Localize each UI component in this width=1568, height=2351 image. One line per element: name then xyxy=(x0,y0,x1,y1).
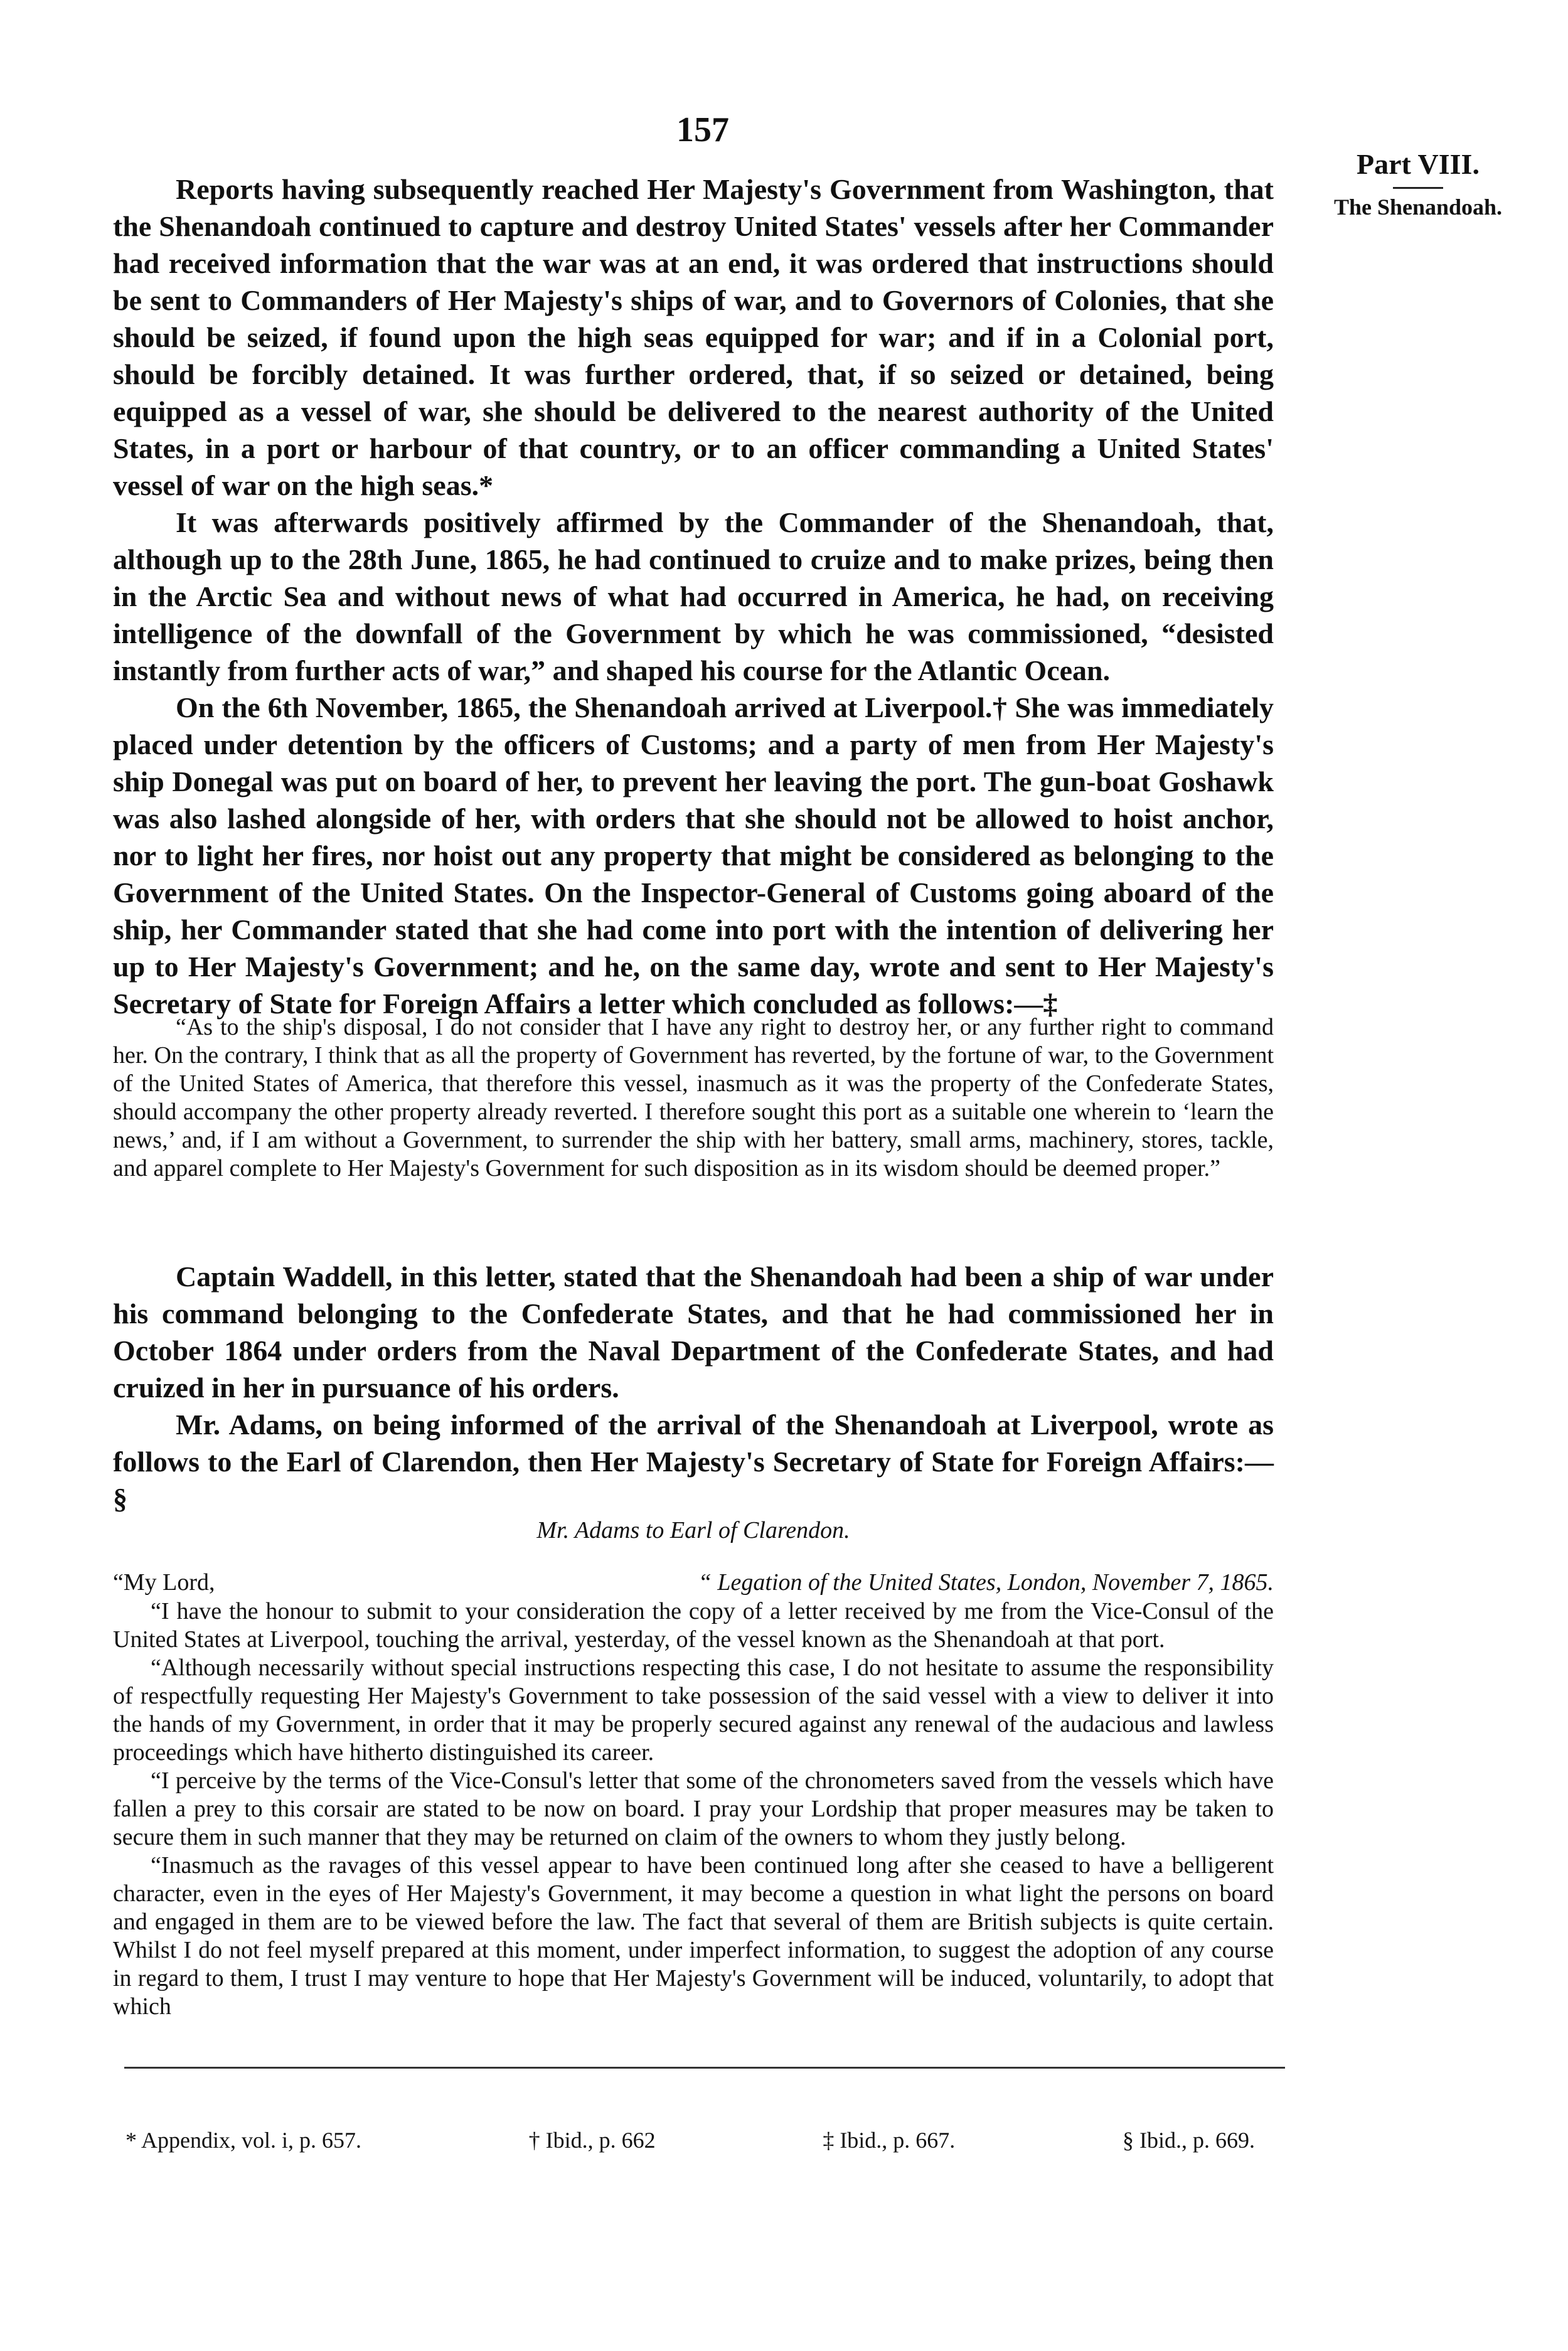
letter-paragraph: “I have the honour to submit to your consideration the copy of a letter received by me from the Vice-Consul of the United States at Liverpool, touching the arrival, yesterday, of the vessel known as the Shenandoah at that port. xyxy=(113,1598,1274,1653)
margin-divider xyxy=(1393,187,1443,189)
quote-text: “As to the ship's disposal, I do not consider that I have any right to destroy her, or any further right to command her. On the contrary, I think that as all the property of Government has reverted, by the fortune of war, to the Government of the United States of America, that therefore this vessel, inasmuch as it was the property of the Confederate States, should accompany the other property already reverted. I therefore sought this port as a suitable one wherein to ‘learn the news,’ and, if I am without a Government, to surrender the ship with her battery, small arms, machinery, stores, tackle, and apparel complete to Her Majesty's Government for such disposition as in its wisdom should be deemed proper.” xyxy=(113,1014,1274,1181)
letter-paragraph: “Inasmuch as the ravages of this vessel appear to have been continued long after she ceased to have a belligerent character, even in the eyes of Her Majesty's Government, it may become a question in what light the persons on board and engaged in them are to be viewed before the law. The fact that several of them are British subjects is quite certain. Whilst I do not feel myself prepared at this moment, under imperfect information, to suggest the adoption of any course in regard to them, I trust I may venture to hope that Her Majesty's Government will be induced, voluntarily, to adopt that which xyxy=(113,1852,1274,2020)
margin-subject-label: The Shenandoah. xyxy=(1333,195,1503,220)
main-text xyxy=(113,171,1274,1022)
page-number: 157 xyxy=(676,110,729,149)
letter-header xyxy=(113,1569,1274,1597)
main-text-continued xyxy=(113,1258,1274,1517)
paragraph: Captain Waddell, in this letter, stated that the Shenandoah had been a ship of war under his command belonging to the Confederate States, and that he had commissioned her in October 1864 under orders from the Naval Department of the Confederate States, and had cruized in her in pursuance of his orders. xyxy=(113,1261,1274,1404)
margin-note xyxy=(1280,147,1556,220)
footnote: † Ibid., p. 662 xyxy=(528,2128,656,2153)
footnotes xyxy=(113,2127,1274,2153)
footnote-divider xyxy=(124,2067,1285,2069)
footnote: ‡ Ibid., p. 667. xyxy=(823,2128,956,2153)
paragraph: On the 6th November, 1865, the Shenandoah arrived at Liverpool.† She was immediately placed under detention by the officers of Customs; and a party of men from Her Majesty's ship Donegal was put on board of her, to prevent her leaving the port. The gun-boat Goshawk was also lashed alongside of her, with orders that she should not be allowed to hoist anchor, nor to light her fires, nor hoist out any property that might be considered as belonging to the Government of the United States. On the Inspector-General of Customs going aboard of the ship, her Commander stated that she had come into port with the intention of delivering her up to Her Majesty's Government; and he, on the same day, wrote and sent to Her Majesty's Secretary of State for Foreign Affairs a letter which concluded as follows:—‡ xyxy=(113,691,1274,1020)
paragraph: It was afterwards positively affirmed by the Commander of the Shenandoah, that, although up to the 28th June, 1865, he had continued to cruize and to make prizes, being then in the Arctic Sea and without news of what had occurred in America, he had, on receiving intelligence of the downfall of the Government by which he was commissioned, “desisted instantly from further acts of war,” and shaped his course for the Atlantic Ocean. xyxy=(113,506,1274,686)
letter-body xyxy=(113,1597,1274,2021)
letter-heading: Mr. Adams to Earl of Clarendon. xyxy=(536,1517,850,1543)
paragraph: Mr. Adams, on being informed of the arrival of the Shenandoah at Liverpool, wrote as follows to the Earl of Clarendon, then Her Majesty's Secretary of State for Foreign Affairs:—§ xyxy=(113,1409,1274,1515)
margin-part-label: Part VIII. xyxy=(1357,148,1480,180)
letter-paragraph: “I perceive by the terms of the Vice-Consul's letter that some of the chronometers saved from the vessels which have fallen a prey to this corsair are stated to be now on board. I pray your Lordship that proper measures may be taken to secure them in such manner that they may be returned on claim of the owners to whom they justly belong. xyxy=(113,1767,1274,1850)
paragraph: Reports having subsequently reached Her Majesty's Government from Washington, that the Shenandoah continued to capture and destroy United States' vessels after her Commander had received information that the war was at an end, it was ordered that instructions should be sent to Commanders of Her Majesty's ships of war, and to Governors of Colonies, that she should be seized, if found upon the high seas equipped for war; and if in a Colonial port, should be forcibly detained. It was further ordered, that, if so seized or detained, being equipped as a vessel of war, she should be delivered to the nearest authority of the United States, in a port or harbour of that country, or to an officer commanding a United States' vessel of war on the high seas.* xyxy=(113,173,1274,501)
footnote: * Appendix, vol. i, p. 657. xyxy=(125,2128,361,2153)
letter-paragraph: “Although necessarily without special instructions respecting this case, I do not hesitate to assume the responsibility of respectfully requesting Her Majesty's Government to take possession of the said vessel with a view to deliver it into the hands of my Government, in order that it may be properly secured against any renewal of the audacious and lawless proceedings which have hitherto distinguished its career. xyxy=(113,1655,1274,1766)
letter-salutation: “My Lord, xyxy=(113,1569,215,1596)
footnote: § Ibid., p. 669. xyxy=(1122,2128,1255,2153)
letter-legation-dateline: “ Legation of the United States, London, November 7, 1865. xyxy=(698,1569,1274,1596)
quoted-letter xyxy=(113,1013,1274,1183)
